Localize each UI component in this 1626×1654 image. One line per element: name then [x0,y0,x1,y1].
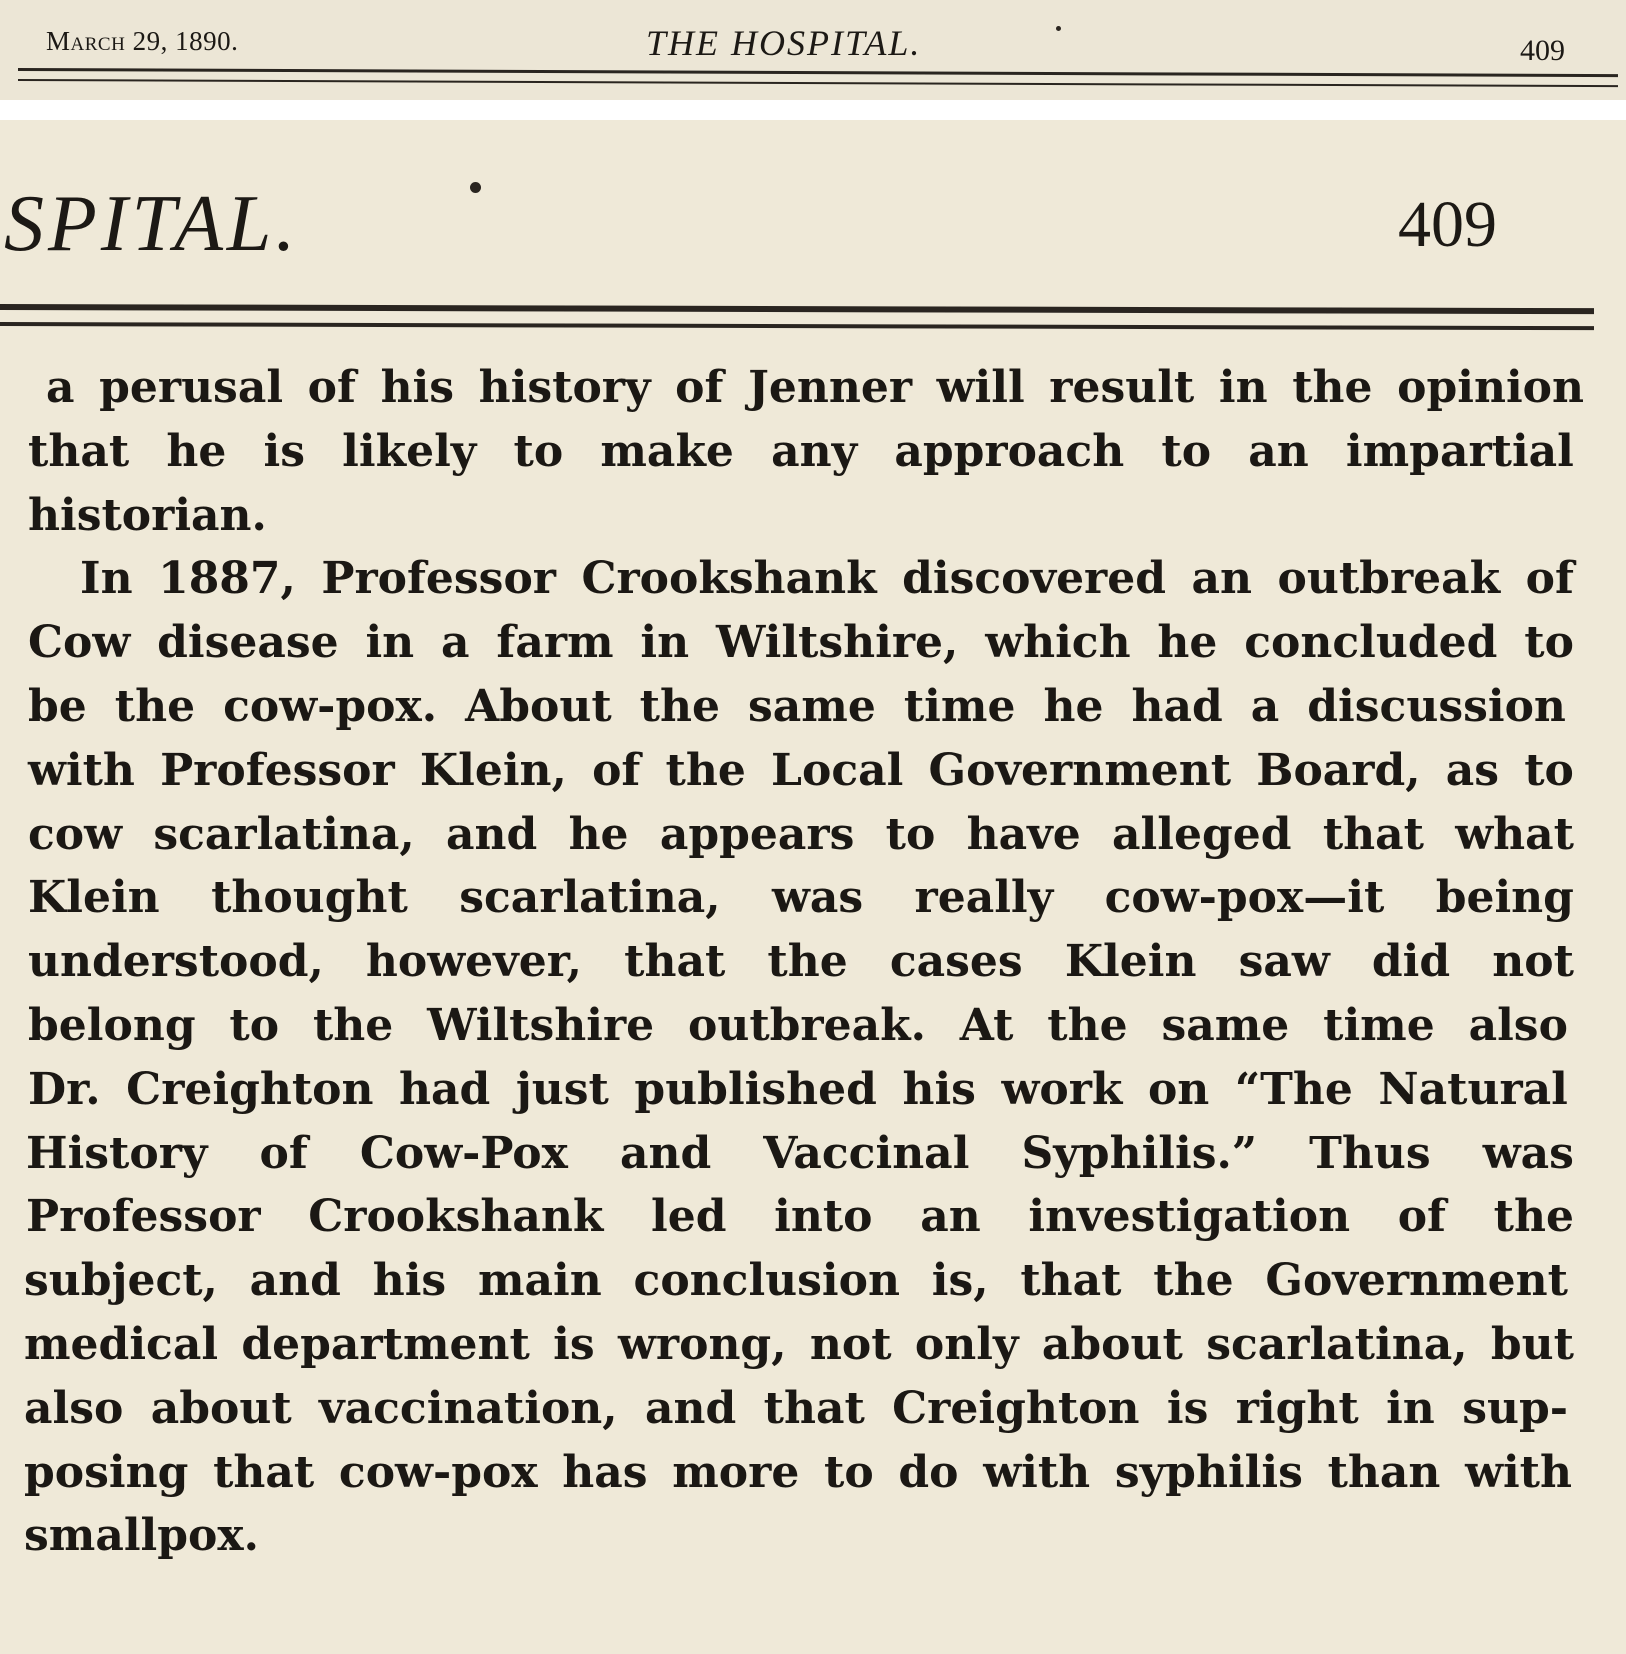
text-line: historian. [28,490,267,541]
printer-dot-large [470,182,481,193]
header-date: March 29, 1890. [46,26,239,56]
text-line: with Professor Klein, of the Local Government Board, as to [28,745,1574,796]
text-line: Klein thought scarlatina, was really cow-pox—it being [28,872,1574,923]
text-line: Cow disease in a farm in Wiltshire, which he concluded to [28,617,1574,668]
printer-dot [1056,26,1061,31]
header-publication-title: THE HOSPITAL. [646,23,922,63]
text-line: cow scarlatina, and he appears to have alleged that what [28,809,1574,860]
header-rule-thick-large [0,304,1594,314]
text-line: smallpox. [24,1510,259,1561]
text-line: subject, and his main conclusion is, that the Government [24,1255,1568,1306]
header-rule-thin [18,79,1618,87]
text-line: Professor Crookshank led into an investigation of the [26,1191,1574,1242]
page-number: 409 [1398,188,1497,261]
text-line: medical department is wrong, not only about scarlatina, but [24,1319,1574,1370]
text-line: belong to the Wiltshire outbreak. At the same time also [28,1000,1568,1051]
page-title-fragment: SPITAL. [4,180,300,268]
zoomed-page-crop [0,120,1626,1654]
text-line: understood, however, that the cases Klein saw did not [28,936,1574,987]
text-line: a perusal of his history of Jenner will result in the opinion [46,362,1584,413]
header-rule-thick [18,68,1618,77]
text-line: In 1887, Professor Crookshank discovered an outbreak of [80,553,1574,604]
header-page-number: 409 [1520,34,1565,67]
top-header-strip [0,0,1626,100]
header-rule-thin-large [0,322,1594,330]
text-line: posing that cow-pox has more to do with syphilis than with [24,1447,1572,1498]
text-line: Dr. Creighton had just published his work on “The Natural [28,1064,1568,1115]
text-line: History of Cow-Pox and Vaccinal Syphilis.” Thus was [26,1128,1574,1179]
text-line: be the cow-pox. About the same time he had a discussion [28,681,1566,732]
image-gap [0,100,1626,120]
text-line: that he is likely to make any approach to an impartial [28,426,1574,477]
text-line: also about vaccination, and that Creighton is right in sup- [24,1383,1568,1434]
